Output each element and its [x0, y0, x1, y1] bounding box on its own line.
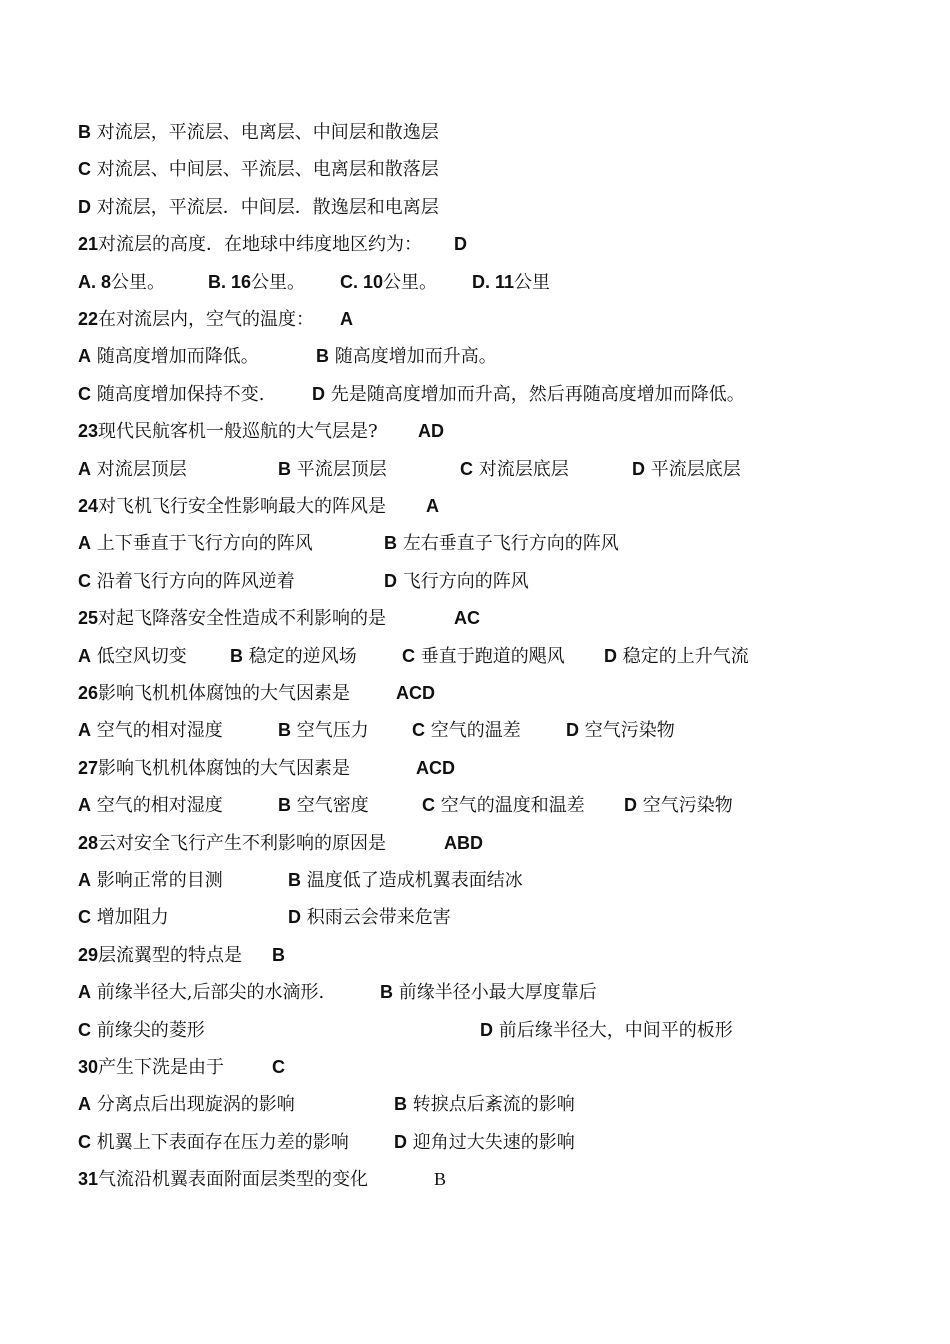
option-key: D	[394, 1131, 407, 1152]
question-text: 在对流层内，空气的温度：	[98, 309, 315, 330]
option-key: A	[78, 458, 91, 479]
question-line	[78, 304, 353, 334]
answer-key: D	[454, 234, 467, 255]
answer-key: ACD	[416, 757, 455, 778]
question-line	[78, 603, 480, 633]
option	[78, 267, 165, 298]
option-key: A	[78, 870, 91, 890]
option	[78, 528, 313, 559]
option-key: C	[78, 570, 91, 591]
option	[632, 454, 741, 485]
question-number: 29	[78, 944, 99, 965]
option-key: A	[78, 982, 91, 1003]
option	[78, 1127, 349, 1158]
option-text: 随高度增加保持不变.	[91, 383, 265, 405]
option	[394, 1089, 575, 1120]
option-text: 对流层、中间层、平流层、电离层和散落层	[91, 159, 439, 181]
option	[278, 715, 369, 746]
question-line	[78, 940, 285, 970]
question-number: 23	[78, 421, 99, 442]
question-number: 30	[78, 1057, 99, 1077]
option	[288, 902, 451, 933]
option	[316, 341, 497, 372]
answer-key: B	[272, 944, 285, 965]
option-text: 随高度增加而升高。	[329, 346, 497, 368]
option-text: 公里。	[383, 271, 438, 293]
option	[278, 790, 369, 821]
option	[288, 865, 523, 896]
option	[380, 977, 597, 1008]
option-text: 随高度增加而降低。	[91, 346, 259, 368]
option	[78, 192, 439, 223]
question-text: 现代民航客机一般巡航的大气层是?	[98, 421, 378, 443]
option	[78, 1089, 295, 1120]
question-number: 27	[78, 757, 99, 778]
question-number: 26	[78, 683, 99, 703]
question-text: 对流层的高度．在地球中纬度地区约为：	[98, 234, 423, 256]
option-key: C	[78, 1131, 91, 1152]
option	[78, 341, 259, 372]
option-text: 空气的温度和温差	[435, 795, 585, 817]
option-text: 机翼上下表面存在压力差的影响	[91, 1131, 349, 1153]
option-text: 前缘尖的菱形	[91, 1019, 205, 1041]
option-text: 积雨云会带来危害	[301, 907, 451, 929]
option-text: 迎角过大失速的影响	[407, 1131, 575, 1153]
option	[472, 267, 550, 298]
option-text: 先是随高度增加而升高，然后再随高度增加而降低。	[325, 383, 745, 405]
option-key: D	[312, 383, 325, 404]
question-line	[78, 753, 455, 783]
question-line	[78, 678, 435, 708]
option-text: 空气的温差	[425, 720, 521, 742]
question-text: 层流翼型的特点是	[98, 944, 243, 966]
question-text: 云对安全飞行产生不利影响的原因是	[98, 832, 387, 854]
option-text: 平流层底层	[645, 458, 741, 480]
option-text: 空气的相对湿度	[91, 720, 223, 742]
option-text: 公里。	[251, 271, 306, 293]
option	[624, 790, 733, 821]
option-text: 影响正常的目测	[91, 870, 223, 891]
answer-key: AC	[454, 608, 480, 629]
question-number: 31	[78, 1169, 99, 1190]
option-key: B	[384, 533, 397, 554]
question-text: 影响飞机机体腐蚀的大气因素是	[98, 683, 351, 704]
option-text: 飞行方向的阵风	[397, 570, 529, 592]
option-key: C	[460, 458, 473, 479]
option-key: C	[402, 645, 415, 666]
option-text: 空气压力	[291, 720, 369, 742]
option	[412, 715, 521, 746]
option	[78, 715, 223, 746]
answer-key: ACD	[396, 683, 435, 703]
option-key: B	[316, 346, 329, 367]
option-text: 前后缘半径大，中间平的板形	[493, 1019, 733, 1041]
option	[78, 790, 223, 821]
question-text: 对飞机飞行安全性影响最大的阵风是	[98, 496, 387, 517]
option-key: B	[278, 458, 291, 479]
option	[460, 454, 569, 485]
option	[78, 1015, 205, 1046]
option-key: A	[78, 720, 91, 741]
option	[230, 641, 357, 672]
option-text: 低空风切变	[91, 645, 187, 667]
question-number: 28	[78, 832, 99, 853]
option	[384, 566, 529, 597]
option-key: B	[278, 720, 291, 741]
option-key: C	[78, 159, 91, 180]
option-key: D	[632, 458, 645, 479]
option-text: 对流层，平流层、电离层、中间层和散逸层	[91, 122, 439, 143]
question-text: 影响飞机机体腐蚀的大气因素是	[98, 757, 351, 779]
option-key: B	[394, 1094, 407, 1115]
option-text: 前缘半径小最大厚度靠后	[393, 982, 597, 1004]
option-key: D	[384, 570, 397, 591]
option	[566, 715, 675, 746]
question-line	[78, 1052, 285, 1082]
option-key: A	[78, 533, 91, 554]
option-text: 公里	[514, 271, 551, 293]
option-key: A	[78, 1094, 91, 1115]
option-key: C	[78, 1019, 91, 1040]
option-text: 增加阻力	[91, 907, 169, 929]
answer-key: C	[272, 1057, 285, 1077]
answer-key: A	[340, 309, 353, 329]
option-key: B	[78, 122, 91, 142]
option-text: 沿着飞行方向的阵风逆着	[91, 570, 295, 592]
question-number: 24	[78, 496, 99, 516]
question-number: 25	[78, 608, 99, 629]
option-text: 空气污染物	[579, 720, 675, 742]
option-text: 前缘半径大,后部尖的水滴形.	[91, 982, 325, 1004]
option-key: D. 11	[472, 271, 515, 292]
option-key: D	[480, 1019, 493, 1040]
option	[78, 977, 324, 1008]
option-key: C	[422, 795, 435, 816]
question-line	[78, 491, 439, 521]
option-key: D	[566, 720, 579, 741]
option-text: 转捩点后紊流的影响	[407, 1094, 575, 1116]
answer-key: B	[434, 1169, 447, 1190]
option-key: B	[380, 982, 393, 1003]
option	[78, 566, 295, 597]
option-key: A	[78, 645, 91, 666]
option-key: D	[624, 795, 637, 816]
option-text: 稳定的上升气流	[617, 645, 749, 667]
option	[394, 1127, 575, 1158]
option-text: 对流层顶层	[91, 458, 187, 480]
question-line	[78, 828, 483, 858]
option-key: D	[78, 196, 91, 217]
option-key: A. 8	[78, 271, 112, 292]
option-key: C	[412, 720, 425, 741]
option	[78, 902, 169, 933]
option-text: 左右垂直子飞行方向的阵风	[397, 533, 619, 555]
option	[480, 1015, 733, 1046]
option	[78, 117, 439, 148]
option-text: 上下垂直于飞行方向的阵风	[91, 533, 313, 555]
option-text: 温度低了造成机翼表面结冰	[301, 870, 523, 891]
option	[78, 865, 223, 896]
answer-key: AD	[418, 421, 444, 442]
option	[78, 454, 187, 485]
option-text: 空气污染物	[637, 795, 733, 817]
option-key: D	[288, 907, 301, 928]
option-text: 对流层底层	[473, 458, 569, 480]
question-line	[78, 1164, 447, 1194]
question-line	[78, 229, 467, 259]
option-text: 垂直于跑道的飓风	[415, 645, 565, 667]
option	[78, 154, 439, 185]
question-number: 21	[78, 234, 99, 255]
answer-key: ABD	[444, 832, 483, 853]
option-key: B	[278, 795, 291, 816]
option-key: B	[288, 870, 301, 890]
option-key: B	[230, 645, 243, 666]
question-number: 22	[78, 309, 99, 329]
option-key: A	[78, 346, 91, 367]
option	[604, 641, 749, 672]
option-key: C. 10	[340, 271, 384, 292]
option-key: A	[78, 795, 91, 816]
option	[208, 267, 305, 298]
answer-key: A	[426, 496, 439, 516]
option	[340, 267, 437, 298]
option	[422, 790, 585, 821]
option-text: 平流层顶层	[291, 458, 387, 480]
option-text: 公里。	[111, 271, 166, 293]
question-text: 产生下洗是由于	[98, 1057, 225, 1078]
option	[312, 379, 745, 410]
option	[278, 454, 387, 485]
option-key: C	[78, 907, 91, 928]
option-text: 空气密度	[291, 795, 369, 817]
question-text: 对起飞降落安全性造成不利影响的是	[98, 608, 387, 630]
option-text: 分离点后出现旋涡的影响	[91, 1094, 295, 1116]
option-text: 空气的相对湿度	[91, 795, 223, 817]
option	[384, 528, 619, 559]
option	[78, 641, 187, 672]
option	[402, 641, 565, 672]
question-line	[78, 416, 444, 446]
option-text: 稳定的逆风场	[243, 645, 357, 667]
option-text: 对流层，平流层．中间层．散逸层和电离层	[91, 196, 439, 218]
option-key: D	[604, 645, 617, 666]
option-key: B. 16	[208, 271, 252, 292]
option	[78, 379, 264, 410]
option-key: C	[78, 383, 91, 404]
question-text: 气流沿机翼表面附面层类型的变化	[98, 1169, 369, 1191]
